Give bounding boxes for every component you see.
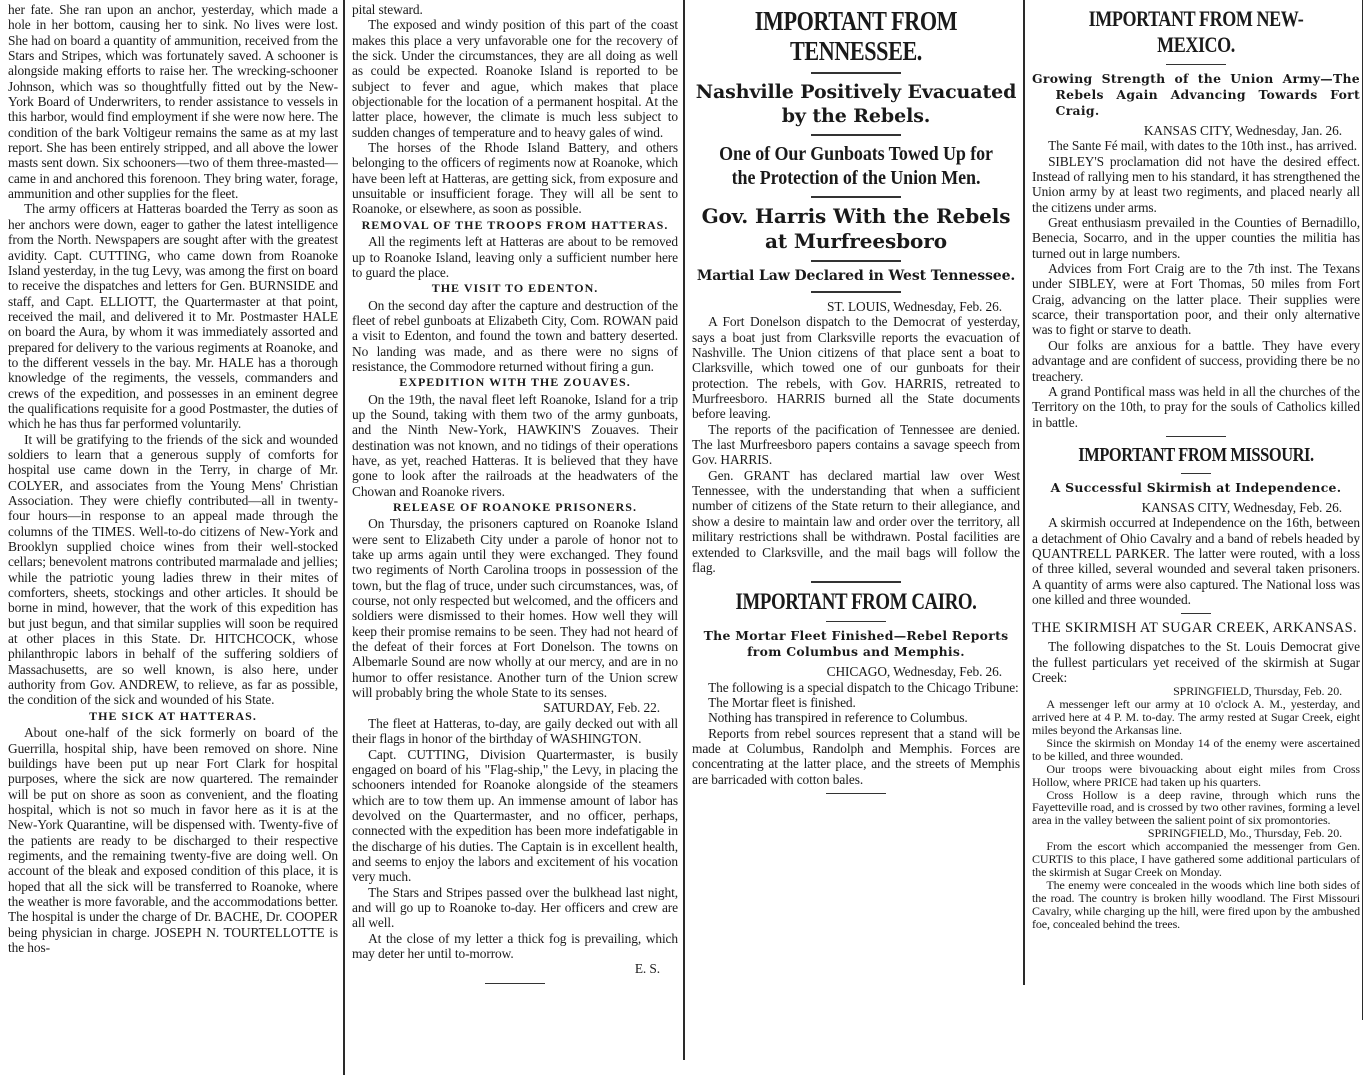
- article-paragraph: The Mortar fleet is finished.: [708, 694, 856, 710]
- article-paragraph: On Thursday, the prisoners captured on Roanoke Island were sent to Elizabeth City under a parole of honor not to take up arms again until they were exchanged. They found two regiments of North Carolina troops in possession of the town, but the flag of truce, under such circumstances, was, of course, not only respected but welcomed, and the officers and soldiers were dismissed to their homes. How well they will keep their promise remains to be seen. They had not heard of the defeat of their forces at Fort Donelson. The towns on Albemarle Sound are now wholly at our mercy, and are in no humor to offer resistance. Another turn of the Union screw will probably bring the whole State to its senses.: [352, 516, 678, 701]
- divider: [811, 134, 901, 136]
- column-rule: [683, 0, 685, 1060]
- article-paragraph: Capt. CUTTING, Division Quartermaster, is busily engaged on board of his "Flag-ship," the Levy, in placing the schooners intended for Roanoke alongside of the steamers which are to tow them up. An immense amount of labor has devolved on the Quartermaster, and no officer, perhaps, connected with the expedition has been more indefatigable in the discharge of his duties. The Captain is in excellent health, and seems to enjoy the labors and excitement of his vocation very much.: [352, 746, 678, 885]
- signature: E. S.: [634, 961, 660, 977]
- column-1: [8, 2, 338, 1082]
- divider: [1166, 436, 1226, 437]
- column-4: [1032, 2, 1360, 1082]
- deck-headline: Growing Strength of the Union Army—The Rebels Again Advancing Towards Fort Craig.: [1032, 71, 1360, 118]
- article-paragraph: Our troops were bivouacking about eight miles from Cross Hollow, where PRICE had taken up his quarters.: [1032, 761, 1360, 789]
- column-rule: [1023, 0, 1025, 985]
- article-paragraph: From the escort which accompanied the messenger from Gen. CURTIS to this place, I have gathered some additional particulars of the skirmish at Sugar Creek on Monday.: [1032, 839, 1360, 879]
- headline: IMPORTANT FROM NEW-MEXICO.: [1088, 6, 1304, 57]
- article-paragraph: Our folks are anxious for a battle. They have every advantage and are confident of success, providing there be no treachery.: [1032, 337, 1360, 384]
- article-paragraph: pital steward.: [352, 2, 423, 17]
- article-paragraph: Reports from rebel sources represent that a stand will be made at Columbus, Randolph and Memphis. Forces are concentrating at the latter place, and the streets of Memphis are barricaded with cotton bales.: [692, 725, 1020, 787]
- article-paragraph: The fleet at Hatteras, to-day, are gaily decked out with all their flags in honor of the birthday of WASHINGTON.: [352, 715, 678, 747]
- divider: [811, 260, 901, 262]
- article-paragraph: The following dispatches to the St. Louis Democrat give the fullest particulars yet received of the skirmish at Sugar Creek:: [1032, 639, 1360, 685]
- headline: IMPORTANT FROM TENNESSEE.: [754, 6, 958, 66]
- article-paragraph: The army officers at Hatteras boarded the Terry as soon as her anchors were down, eager to gather the latest intelligence from the North. Newspapers are sought after with the greatest avidity. Capt. CUTTING, who came down from Roanoke Island yesterday, in the tug Levy, was among the first on board to receive the dispatches and letters for Gen. BURNSIDE and staff, and Capt. ELLIOTT, the Quartermaster at that point, received the mail, and delivered it to Mr. Postmaster HALE on board the Aura, by whom it was immediately assorted and prepared for delivery to the various regiments at Roanoke, and to the different vessels in the bay. Mr. HALE has a thorough knowledge of the regiments, the vessels, commanders and crews of the expedition, and possesses in an eminent degree the qualifications requisite for a good Postmaster, the duties of which he has thus far performed voluntarily.: [8, 201, 338, 432]
- article-paragraph: The Sante Fé mail, with dates to the 10th inst., has arrived.: [1048, 138, 1357, 154]
- dateline: CHICAGO, Wednesday, Feb. 26.: [826, 664, 1002, 680]
- section-subhead: REMOVAL OF THE TROOPS FROM HATTERAS.: [361, 217, 669, 232]
- divider: [811, 581, 901, 583]
- article-paragraph: her fate. She ran upon an anchor, yesterday, which made a hole in her bottom, causing her to sink. No lives were lost. She had on board a quantity of ammunition, received from the Stars and Stripes, which was fortunately saved. A schooner is alongside making efforts to raise her. The wrecking-schooner Johnson, which was so thoughtfully fitted out by the New-York Board of Underwriters, to render assistance to vessels in this harbor, would find employment if she were now here. The condition of the bark Voltigeur remains the same as at my last report. She has been entirely stripped, and all above the lower masts sent down. Six schooners—two of them three-masted—came in and anchored this forenoon. They bring water, forage, ammunition and other supplies for the fleet.: [8, 2, 338, 202]
- article-paragraph: Great enthusiasm prevailed in the Counties of Bernadillo, Benecia, Socarro, and in the upper counties the militia has turned out in large numbers.: [1032, 215, 1360, 261]
- deck-headline: Gov. Harris With the Rebels at Murfreesboro: [701, 204, 1011, 253]
- section-subhead: EXPEDITION WITH THE ZOUAVES.: [399, 375, 631, 390]
- article-paragraph: The following is a special dispatch to the Chicago Tribune:: [708, 679, 1019, 695]
- article-paragraph: Cross Hollow is a deep ravine, through which runs the Fayetteville road, and is crossed by two other ravines, forming a level area in the valley between the salient point of six promontories.: [1032, 787, 1360, 828]
- column-rule: [343, 0, 345, 1075]
- divider: [811, 196, 901, 198]
- dateline: SPRINGFIELD, Thursday, Feb. 20.: [1173, 684, 1342, 699]
- divider: [1181, 473, 1211, 474]
- article-paragraph: On the 19th, the naval fleet left Roanoke, Island for a trip up the Sound, taking with them two of the army gunboats, and the Ninth New-York, HAWKIN'S Zouaves. Their destination was not known, and no tidings of their operations have, as yet, reached Hatteras. It is believed that they have gone to look after the railroads at the headwaters of the Chowan and Roanoke rivers.: [352, 391, 678, 499]
- article-paragraph: A skirmish occurred at Independence on the 16th, between a detachment of Ohio Cavalry and a band of rebels headed by QUANTRELL PARKER. The latter were routed, with a loss of three killed, several wounded and several taken prisoners. A quantity of arms were also captured. The National loss was one killed and three wounded.: [1032, 515, 1360, 607]
- dispatch-block: [1032, 698, 1360, 930]
- dateline: SPRINGFIELD, Mo., Thursday, Feb. 20.: [1147, 826, 1342, 841]
- deck-headline: Martial Law Declared in West Tennessee.: [696, 268, 1016, 284]
- deck-headline: Nashville Positively Evacuated by the Rebels.: [695, 81, 1017, 127]
- section-subhead: THE SICK AT HATTERAS.: [89, 708, 257, 723]
- divider: [485, 983, 545, 984]
- dateline: KANSAS CITY, Wednesday, Feb. 26.: [1141, 499, 1342, 515]
- column-3: [692, 2, 1020, 1082]
- article-paragraph: Nothing has transpired in reference to Columbus.: [708, 710, 968, 726]
- article-paragraph: SIBLEY'S proclamation did not have the desired effect. Instead of rallying men to his standard, it has strengthened the Union army by at least two regiments, and placed nearly all the citizens under arms.: [1032, 153, 1360, 215]
- column-2: [352, 2, 678, 1082]
- dateline: KANSAS CITY, Wednesday, Jan. 26.: [1143, 123, 1342, 138]
- article-paragraph: A messenger left our army at 10 o'clock A. M., yesterday, and arrived here at 4 P. M. to-day. The army rested at Sugar Creek, eight miles beyond the Arkansas line.: [1032, 697, 1360, 738]
- divider: [811, 72, 901, 74]
- article-paragraph: The Stars and Stripes passed over the bulkhead last night, and will go up to Roanoke to-day. Her officers and crew are all well.: [352, 884, 678, 931]
- section-subhead: RELEASE OF ROANOKE PRISONERS.: [393, 500, 637, 514]
- headline: IMPORTANT FROM CAIRO.: [735, 589, 977, 615]
- divider: [1166, 64, 1226, 65]
- section-headline: THE SKIRMISH AT SUGAR CREEK, ARKANSAS.: [1032, 620, 1357, 637]
- dateline: SATURDAY, Feb. 22.: [543, 700, 660, 716]
- article-paragraph: All the regiments left at Hatteras are about to be removed up to Roanoke Island, leaving only a sufficient number here to guard the place.: [352, 234, 678, 280]
- headline: IMPORTANT FROM MISSOURI.: [1078, 443, 1314, 466]
- deck-headline: The Mortar Fleet Finished—Rebel Reports from Columbus and Memphis.: [703, 628, 1009, 660]
- dateline: ST. LOUIS, Wednesday, Feb. 26.: [827, 299, 1002, 314]
- article-paragraph: About one-half of the sick formerly on board of the Guerrilla, hospital ship, have been removed on shore. Nine buildings have been put up near Fort Clark for hospital purposes, where the sick are now quartered. The remainder will be put on shore as soon as convenient, and the floating hospital, which is not so much in favor here as it is at the New-York Quarantine, will be dispensed with. Twenty-five of the patients are ready to be discharged to their respective regiments, and the remaining twenty-five are doing well. On account of the bleak and exposed condition of this place, it is hoped that all the sick will be transferred to Roanoke, where the weather is more favorable, and the accommodations better. The hospital is under the charge of Dr. BACHE, Dr. COOPER being physician in charge. JOSEPH N. TOURTELLOTTE is the hos-: [8, 725, 338, 955]
- article-paragraph: A grand Pontifical mass was held in all the churches of the Territory on the 10th, to pray for the souls of Catholics killed in battle.: [1032, 383, 1360, 430]
- article-paragraph: Advices from Fort Craig are to the 7th inst. The Texans under SIBLEY, were at Fort Thomas, 50 miles from Fort Craig, advancing on the latter place. Their supplies were scarce, their transportation poor, and their only alternative was to fight or starve to death.: [1032, 261, 1360, 338]
- article-paragraph: At the close of my letter a thick fog is prevailing, which may deter her until to-morrow.: [352, 930, 678, 961]
- article-paragraph: The enemy were concealed in the woods which line both sides of the road. The country is broken hilly woodland. The First Missouri Cavalry, while charging up the hill, were fired upon by the ambushed foe, concealed behind the trees.: [1032, 877, 1360, 931]
- article-paragraph: The exposed and windy position of this part of the coast makes this place a very unfavorable one for the recovery of the sick. Under the circumstances, they are all doing as well as could be expected. Roanoke Island is reported to be subject to fever and ague, which makes that place objectionable for the location of a permanent hospital. At the latter place, however, the climate is much less subject to sudden changes of temperature and to heavy gales of wind.: [352, 17, 678, 140]
- column-rule: [1362, 0, 1363, 1020]
- deck-headline: One of Our Gunboats Towed Up for the Protection of the Union Men.: [719, 143, 993, 189]
- article-paragraph: On the second day after the capture and destruction of the fleet of rebel gunboats at Elizabeth City, Com. ROWAN paid a visit to Edenton, and found the town and battery deserted. No landing was made, and as there were no signs of resistance, the Commodore returned without firing a gun.: [352, 297, 678, 374]
- article-paragraph: Gen. GRANT has declared martial law over West Tennessee, with the understanding that when a sufficient number of citizens of the State return to their allegiance, and show a desire to maintain law and order over the territory, all military restrictions shall be withdrawn. Postal facilities are extended to Clarksville, and the mail bags will follow the flag.: [692, 467, 1020, 575]
- divider: [811, 291, 901, 293]
- divider: [826, 621, 886, 622]
- divider: [1181, 613, 1211, 614]
- article-paragraph: The horses of the Rhode Island Battery, and others belonging to the officers of regiments now at Roanoke, which have been left at Hatteras, are getting sick, from exposure and unsuitable or insufficient forage. They will all be sent to Roanoke, or elsewhere, as soon as possible.: [352, 140, 678, 217]
- article-paragraph: A Fort Donelson dispatch to the Democrat of yesterday, says a boat just from Clarksville reports the evacuation of Nashville. The Union citizens of that place sent a boat to Clarksville, which towed one of our gunboats for their protection. The rebels, with Gov. HARRIS, retreated to Murfreesboro. HARRIS burned all the State documents before leaving.: [692, 314, 1020, 422]
- deck-headline: A Successful Skirmish at Independence.: [1050, 479, 1342, 495]
- section-subhead: THE VISIT TO EDENTON.: [431, 281, 599, 296]
- divider: [826, 793, 886, 794]
- article-paragraph: Since the skirmish on Monday 14 of the enemy were ascertained to be killed, and three wounded.: [1032, 735, 1360, 763]
- article-paragraph: The reports of the pacification of Tennessee are denied. The last Murfreesboro papers contains a savage speech from Gov. HARRIS.: [692, 421, 1020, 468]
- article-paragraph: It will be gratifying to the friends of the sick and wounded soldiers to learn that a generous supply of comforts for hospital use came down in the Terry, in charge of Mr. COLYER, and associates from the Young Mens' Christian Association. They were chiefly contributed—all in twenty-four hours—in response to an appeal made through the columns of the TIMES. Well-to-do citizens of New-York and Brooklyn supplied choice wines from their well-stocked cellars; benevolent matrons contributed marmalade and jellies; while the patriotic young ladies threw in their mites of comforters, sheets, stockings and other articles. It should be borne in mind, however, that the work of this expedition has but just begun, and that similar supplies will soon be required at other places in this State. Dr. HITCHCOCK, whose philanthropic labors in behalf of the suffering soldiers of Massachusetts, are so well known, is also here, under authority from Gov. ANDREW, to relieve, as far as possible, the condition of the sick and wounded of his State.: [8, 431, 338, 708]
